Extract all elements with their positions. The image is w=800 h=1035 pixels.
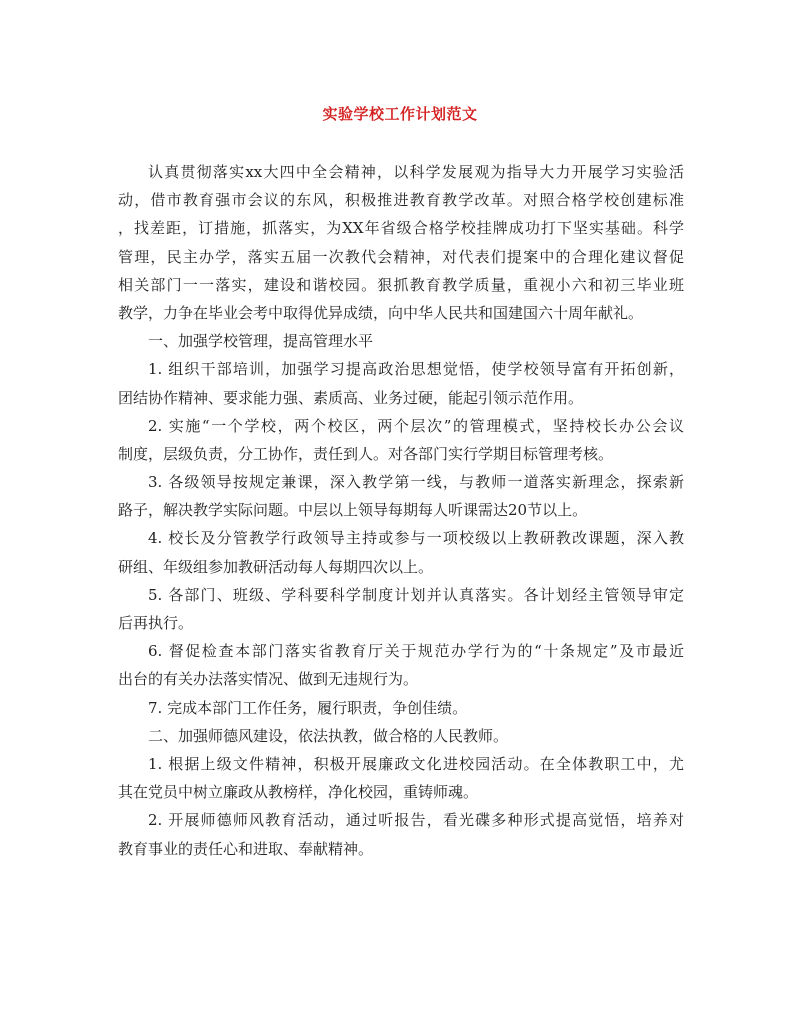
list-item-line: 路子，解决教学实际问题。中层以上领导每期每人听课需达20节以上。 [118, 501, 588, 520]
list-item-line: 3. 各级领导按规定兼课，深入教学第一线，与教师一道落实新理念，探索新 [148, 473, 684, 492]
list-item-line: 2. 开展师德师风教育活动，通过听报告，看光碟多种形式提高觉悟，培养对 [148, 811, 684, 830]
list-item-line: 教育事业的责任心和进取、奉献精神。 [118, 839, 374, 858]
body-line: ，找差距，订措施，抓落实，为XX年省级合格学校挂牌成功打下坚实基础。科学 [118, 219, 684, 238]
list-item-line: 1. 组织干部培训，加强学习提高政治思想觉悟，使学校领导富有开拓创新， [148, 360, 684, 379]
list-item-line: 制度，层级负责，分工协作，责任到人。对各部门实行学期目标管理考核。 [118, 444, 614, 463]
document-title: 实验学校工作计划范文 [322, 105, 478, 123]
section-heading: 一、加强学校管理，提高管理水平 [148, 332, 374, 351]
list-item-line: 7. 完成本部门工作任务，履行职责，争创佳绩。 [148, 698, 468, 717]
body-line: 动，借市教育强市会议的东风，积极推进教育教学改革。对照合格学校创建标准 [118, 191, 684, 210]
list-item-line: 2. 实施“一个学校，两个校区，两个层次”的管理模式，坚持校长办公会议 [148, 416, 684, 435]
body-line: 管理，民主办学，落实五届一次教代会精神，对代表们提案中的合理化建议督促 [118, 247, 684, 266]
body-line: 教学，力争在毕业会考中取得优异成绩，向中华人民共和国建国六十周年献礼。 [118, 303, 644, 322]
list-item-line: 出台的有关办法落实情况、做到无违规行为。 [118, 670, 419, 689]
body-line: 认真贯彻落实xx大四中全会精神，以科学发展观为指导大力开展学习实验活 [148, 163, 684, 181]
list-item-line: 5. 各部门、班级、学科要科学制度计划并认真落实。各计划经主管领导审定 [148, 585, 684, 604]
list-item-line: 1. 根据上级文件精神，积极开展廉政文化进校园活动。在全体教职工中，尤 [148, 754, 684, 773]
body-line: 相关部门一一落实，建设和谐校园。狠抓教育教学质量，重视小六和初三毕业班 [118, 275, 684, 294]
list-item-line: 其在党员中树立廉政从教榜样，净化校园，重铸师魂。 [118, 783, 479, 802]
list-item-line: 后再执行。 [118, 614, 194, 632]
list-item-line: 研组、年级组参加教研活动每人每期四次以上。 [118, 557, 434, 576]
document-body [118, 158, 684, 863]
section-heading: 二、加强师德风建设，依法执教，做合格的人民教师。 [148, 726, 509, 745]
list-item-line: 团结协作精神、要求能力强、素质高、业务过硬，能起引领示范作用。 [118, 388, 584, 407]
list-item-line: 4. 校长及分管教学行政领导主持或参与一项校级以上教研教改课题，深入教 [148, 529, 684, 548]
list-item-line: 6. 督促检查本部门落实省教育厅关于规范办学行为的“十条规定”及市最近 [148, 642, 684, 661]
